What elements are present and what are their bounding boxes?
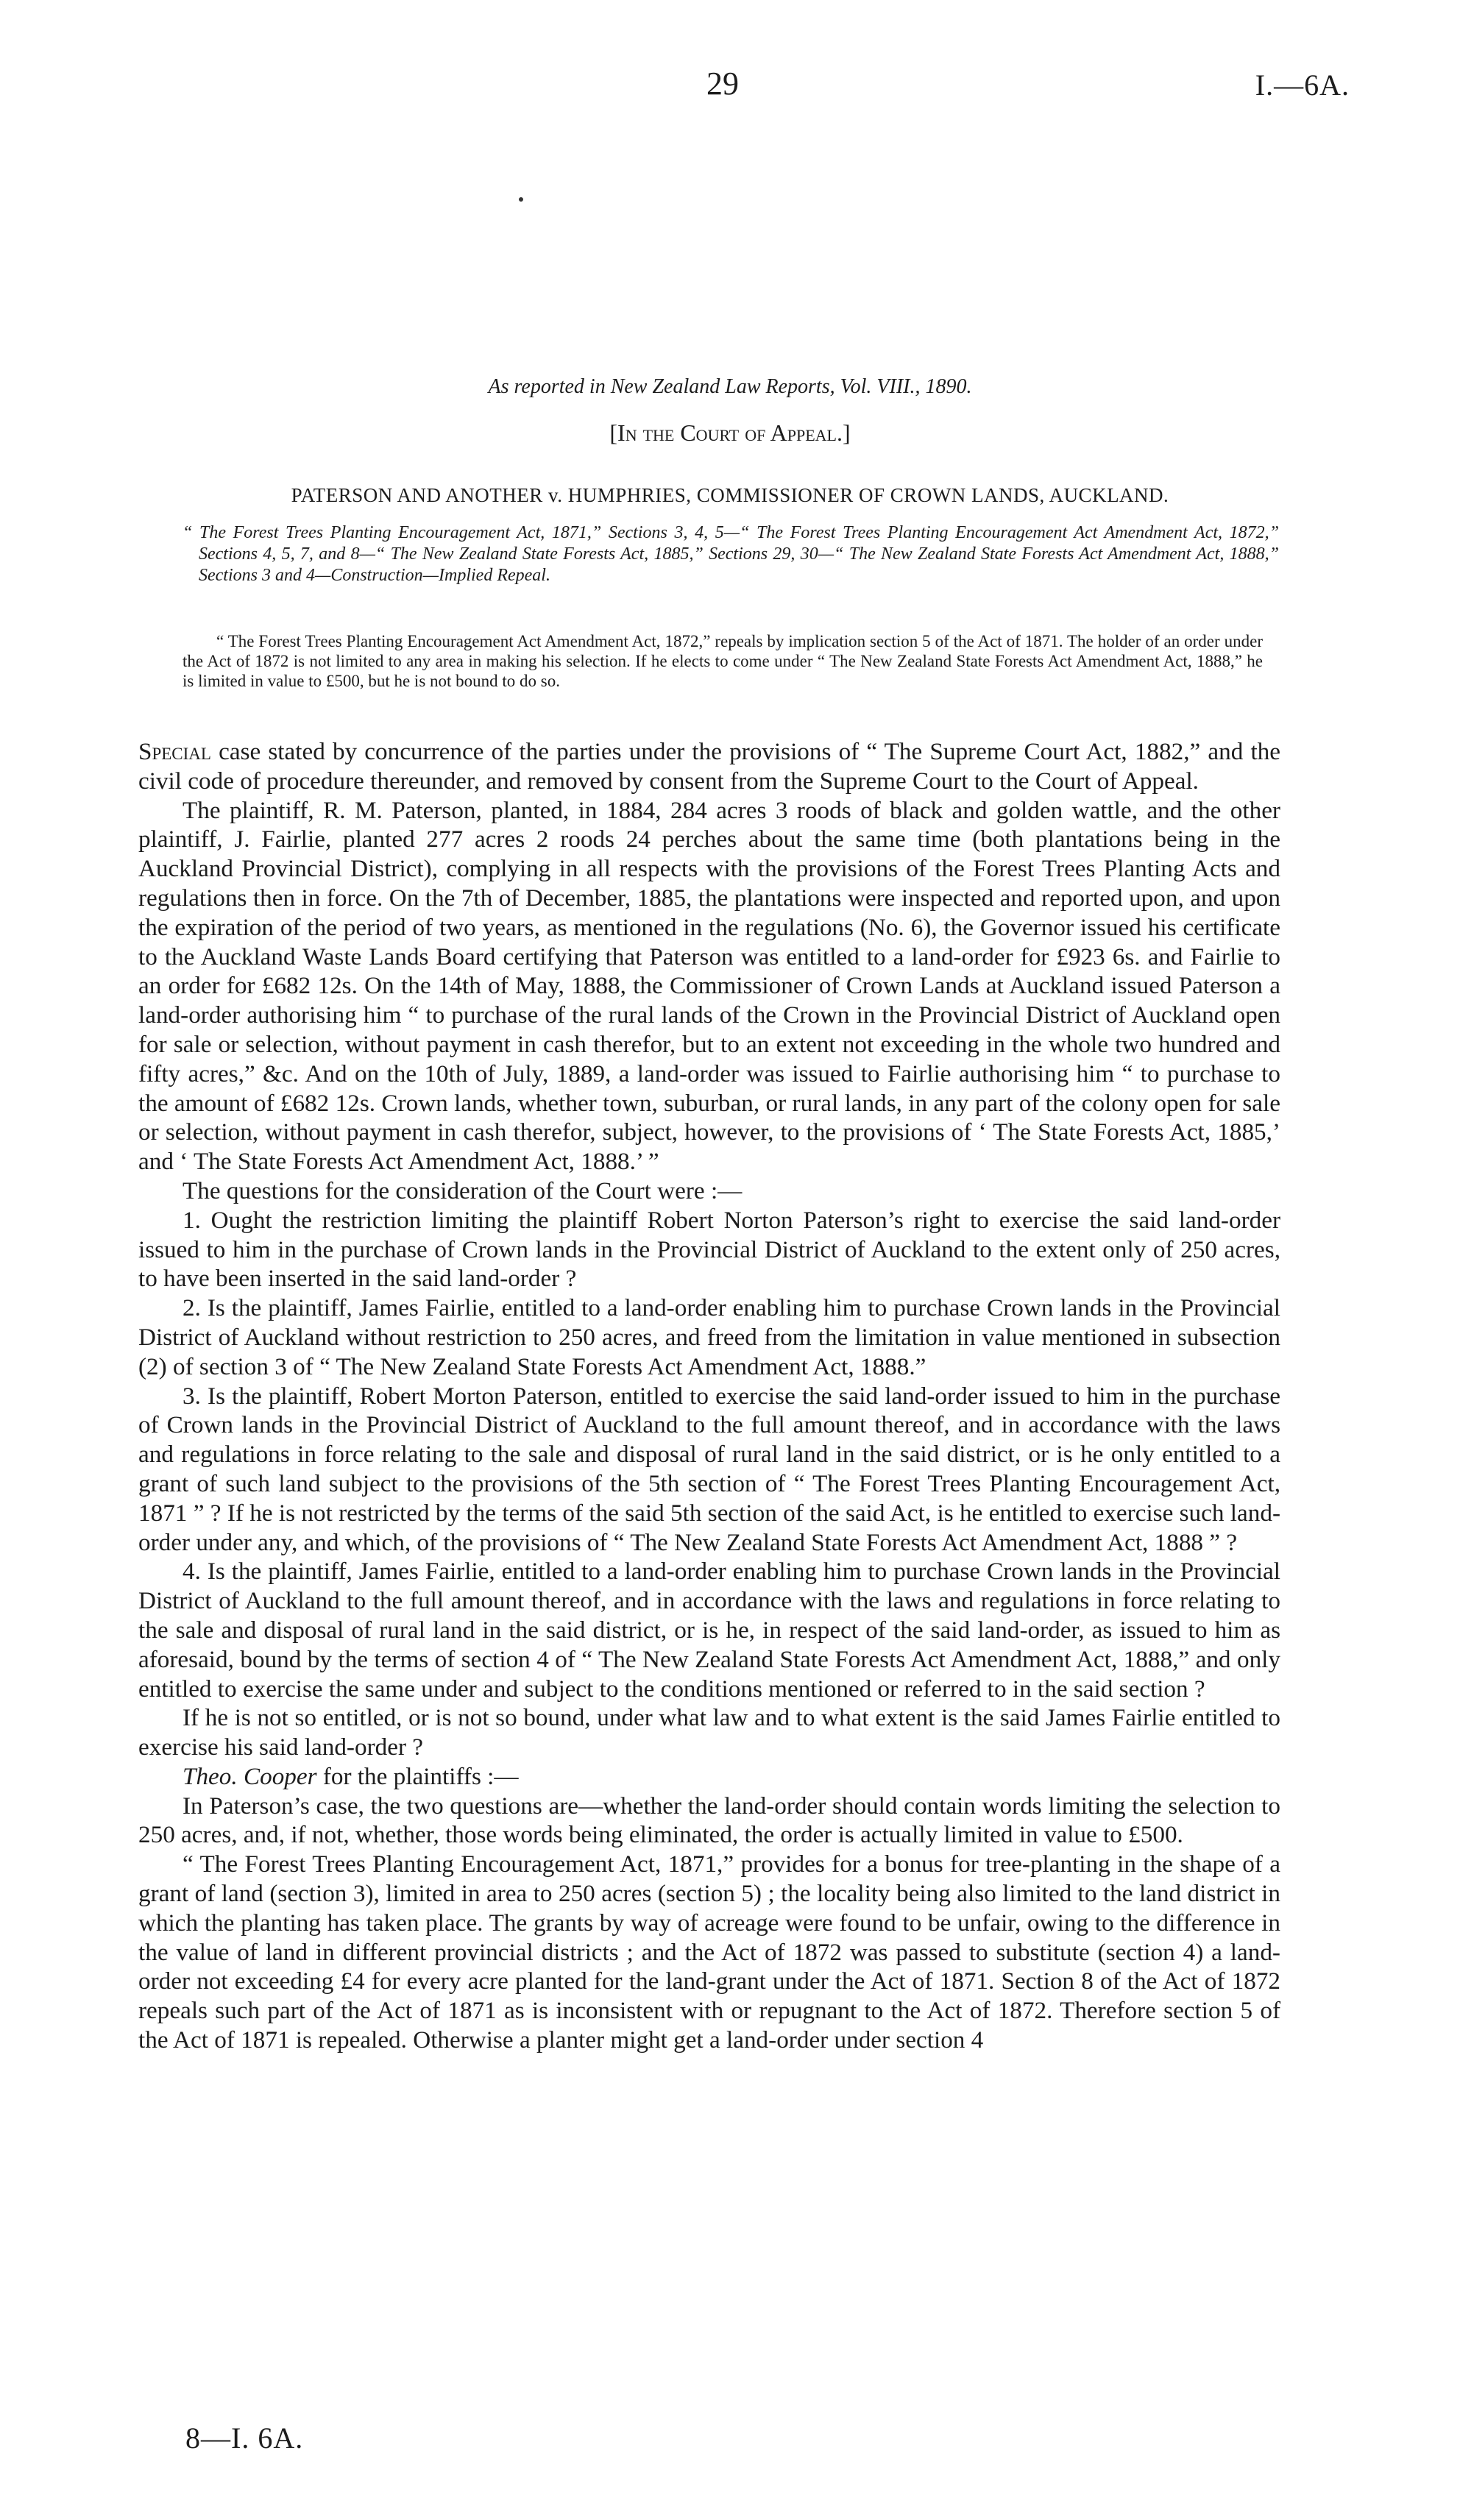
headnote: “ The Forest Trees Planting Encouragement Act, 1871,” Sections 3, 4, 5—“ The Forest Trees Planting Encouragement Act Amendment Act, 1872,” Sections 4, 5, 7, and 8—“ The New Zealand State Forests Act, 1885,” Sections 29, 30—“ The New Zealand State Forests Act Amendment Act, 1888,” Sections 3 and 4—Construction—Implied Repeal. bbox=[182, 523, 1279, 585]
question-3: 3. Is the plaintiff, Robert Morton Paterson, entitled to exercise the said land-order issued to him in the purchase of Crown lands in the Provincial District of Auckland to the full amount thereof, and in accordance with the laws and regulations in force relating to the sale and disposal of rural land in the said district, or is he only entitled to a grant of such land subject to the provisions of the 5th section of “ The Forest Trees Planting Encouragement Act, 1871 ” ? If he is not restricted by the terms of the said 5th section of the said Act, is he entitled to exercise such land-order under any, and which, of the provisions of “ The New Zealand State Forests Act Amendment Act, 1888 ” ? bbox=[138, 1382, 1280, 1556]
report-citation: As reported in New Zealand Law Reports, Vol. VIII., 1890. bbox=[488, 375, 972, 398]
page-number: 29 bbox=[706, 65, 739, 102]
paragraph: In Paterson’s case, the two questions are—whether the land-order should contain words limiting the selection to 250 acres, and, if not, whether, those words being eliminated, the order is actually limited in value to £500. bbox=[138, 1792, 1280, 1849]
question-1: 1. Ought the restriction limiting the plaintiff Robert Norton Paterson’s right to exercise the said land-order issued to him in the purchase of Crown lands in the Provincial District of Auckland to the extent only of 250 acres, to have been inserted in the said land-order ? bbox=[138, 1206, 1280, 1293]
page-reference: I.—6A. bbox=[1255, 68, 1350, 102]
paragraph bbox=[138, 737, 1280, 796]
question-2: 2. Is the plaintiff, James Fairlie, entitled to a land-order enabling him to purchase Crown lands in the Provincial District of Auckland without restriction to 250 acres, and freed from the limitation in value mentioned in subsection (2) of section 3 of “ The New Zealand State Forests Act Amendment Act, 1888.” bbox=[138, 1294, 1280, 1380]
ink-dot bbox=[519, 197, 523, 202]
question-4: 4. Is the plaintiff, James Fairlie, entitled to a land-order enabling him to purchase Crown lands in the Provincial District of Auckland to the full amount thereof, and in accordance with the laws and regulations in force relating to the sale and disposal of rural land in the said district, or is he, in respect of the said land-order, as issued to him as aforesaid, bound by the terms of section 4 of “ The New Zealand State Forests Act Amendment Act, 1888,” and only entitled to exercise the same under and subject to the conditions mentioned or referred to in the said section ? bbox=[138, 1558, 1280, 1703]
holding-summary: “ The Forest Trees Planting Encouragement Act Amendment Act, 1872,” repeals by implication section 5 of the Act of 1871. The holder of an order under the Act of 1872 is not limited to any area in making his selection. If he elects to come under “ The New Zealand State Forests Act Amendment Act, 1888,” he is limited in value to £500, but he is not bound to do so. bbox=[182, 632, 1263, 690]
paragraph bbox=[138, 1762, 1280, 1792]
drop-word: Special bbox=[138, 738, 211, 765]
paragraph: “ The Forest Trees Planting Encouragement Act, 1871,” provides for a bonus for tree-planting in the shape of a grant of land (section 3), limited in area to 250 acres (section 5) ; the locality being also limited to the land district in which the planting has taken place. The grants by way of acreage were found to be unfair, owing to the difference in the value of land in different provincial districts ; and the Act of 1872 was passed to substitute (section 4) a land-order not exceeding £4 for every acre planted for the land-grant under the Act of 1871. Section 8 of the Act of 1872 repeals such part of the Act of 1871 as is inconsistent with or repugnant to the Act of 1872. Therefore section 5 of the Act of 1871 is repealed. Otherwise a planter might get a land-order under section 4 bbox=[138, 1850, 1280, 2054]
paragraph-text: case stated by concurrence of the parties under the provisions of “ The Supreme Court Act, 1882,” and the civil code of procedure thereunder, and removed by consent from the Supreme Court to the Court of Appeal. bbox=[138, 738, 1280, 795]
paragraph: The questions for the consideration of the Court were :— bbox=[182, 1176, 743, 1204]
paragraph-text: for the plaintiffs :— bbox=[316, 1762, 519, 1790]
counsel-name: Theo. Cooper bbox=[182, 1762, 317, 1790]
page-footer: 8—I. 6A. bbox=[185, 2421, 304, 2455]
body-text bbox=[138, 737, 1280, 2055]
paragraph: The plaintiff, R. M. Paterson, planted, in 1884, 284 acres 3 roods of black and golden wattle, and the other plaintiff, J. Fairlie, planted 277 acres 2 roods 24 perches about the same time (both plantations being in the Auckland Provincial District), complying in all respects with the provisions of the Forest Trees Planting Acts and regulations then in force. On the 7th of December, 1885, the plantations were inspected and reported upon, and upon the expiration of the period of two years, as mentioned in the regulations (No. 6), the Governor issued his certificate to the Auckland Waste Lands Board certifying that Paterson was entitled to a land-order for £923 6s. and Fairlie to an order for £682 12s. On the 14th of May, 1888, the Commissioner of Crown Lands at Auckland issued Paterson a land-order authorising him “ to purchase of the rural lands of the Crown in the Provincial District of Auckland open for sale or selection, without payment in cash therefor, but to an extent not exceeding in the whole two hundred and fifty acres,” &c. And on the 10th of July, 1889, a land-order was issued to Fairlie authorising him “ to purchase to the amount of £682 12s. Crown lands, whether town, suburban, or rural lands, in any part of the colony open for sale or selection, without payment in cash therefor, subject, however, to the provisions of ‘ The State Forests Act, 1885,’ and ‘ The State Forests Act Amendment Act, 1888.’ ” bbox=[138, 796, 1280, 1176]
paragraph: If he is not so entitled, or is not so bound, under what law and to what extent is the said James Fairlie entitled to exercise his said land-order ? bbox=[138, 1704, 1280, 1761]
case-title: PATERSON AND ANOTHER v. HUMPHRIES, COMMISSIONER OF CROWN LANDS, AUCKLAND. bbox=[291, 484, 1169, 506]
court-heading: [In the Court of Appeal.] bbox=[609, 419, 851, 446]
